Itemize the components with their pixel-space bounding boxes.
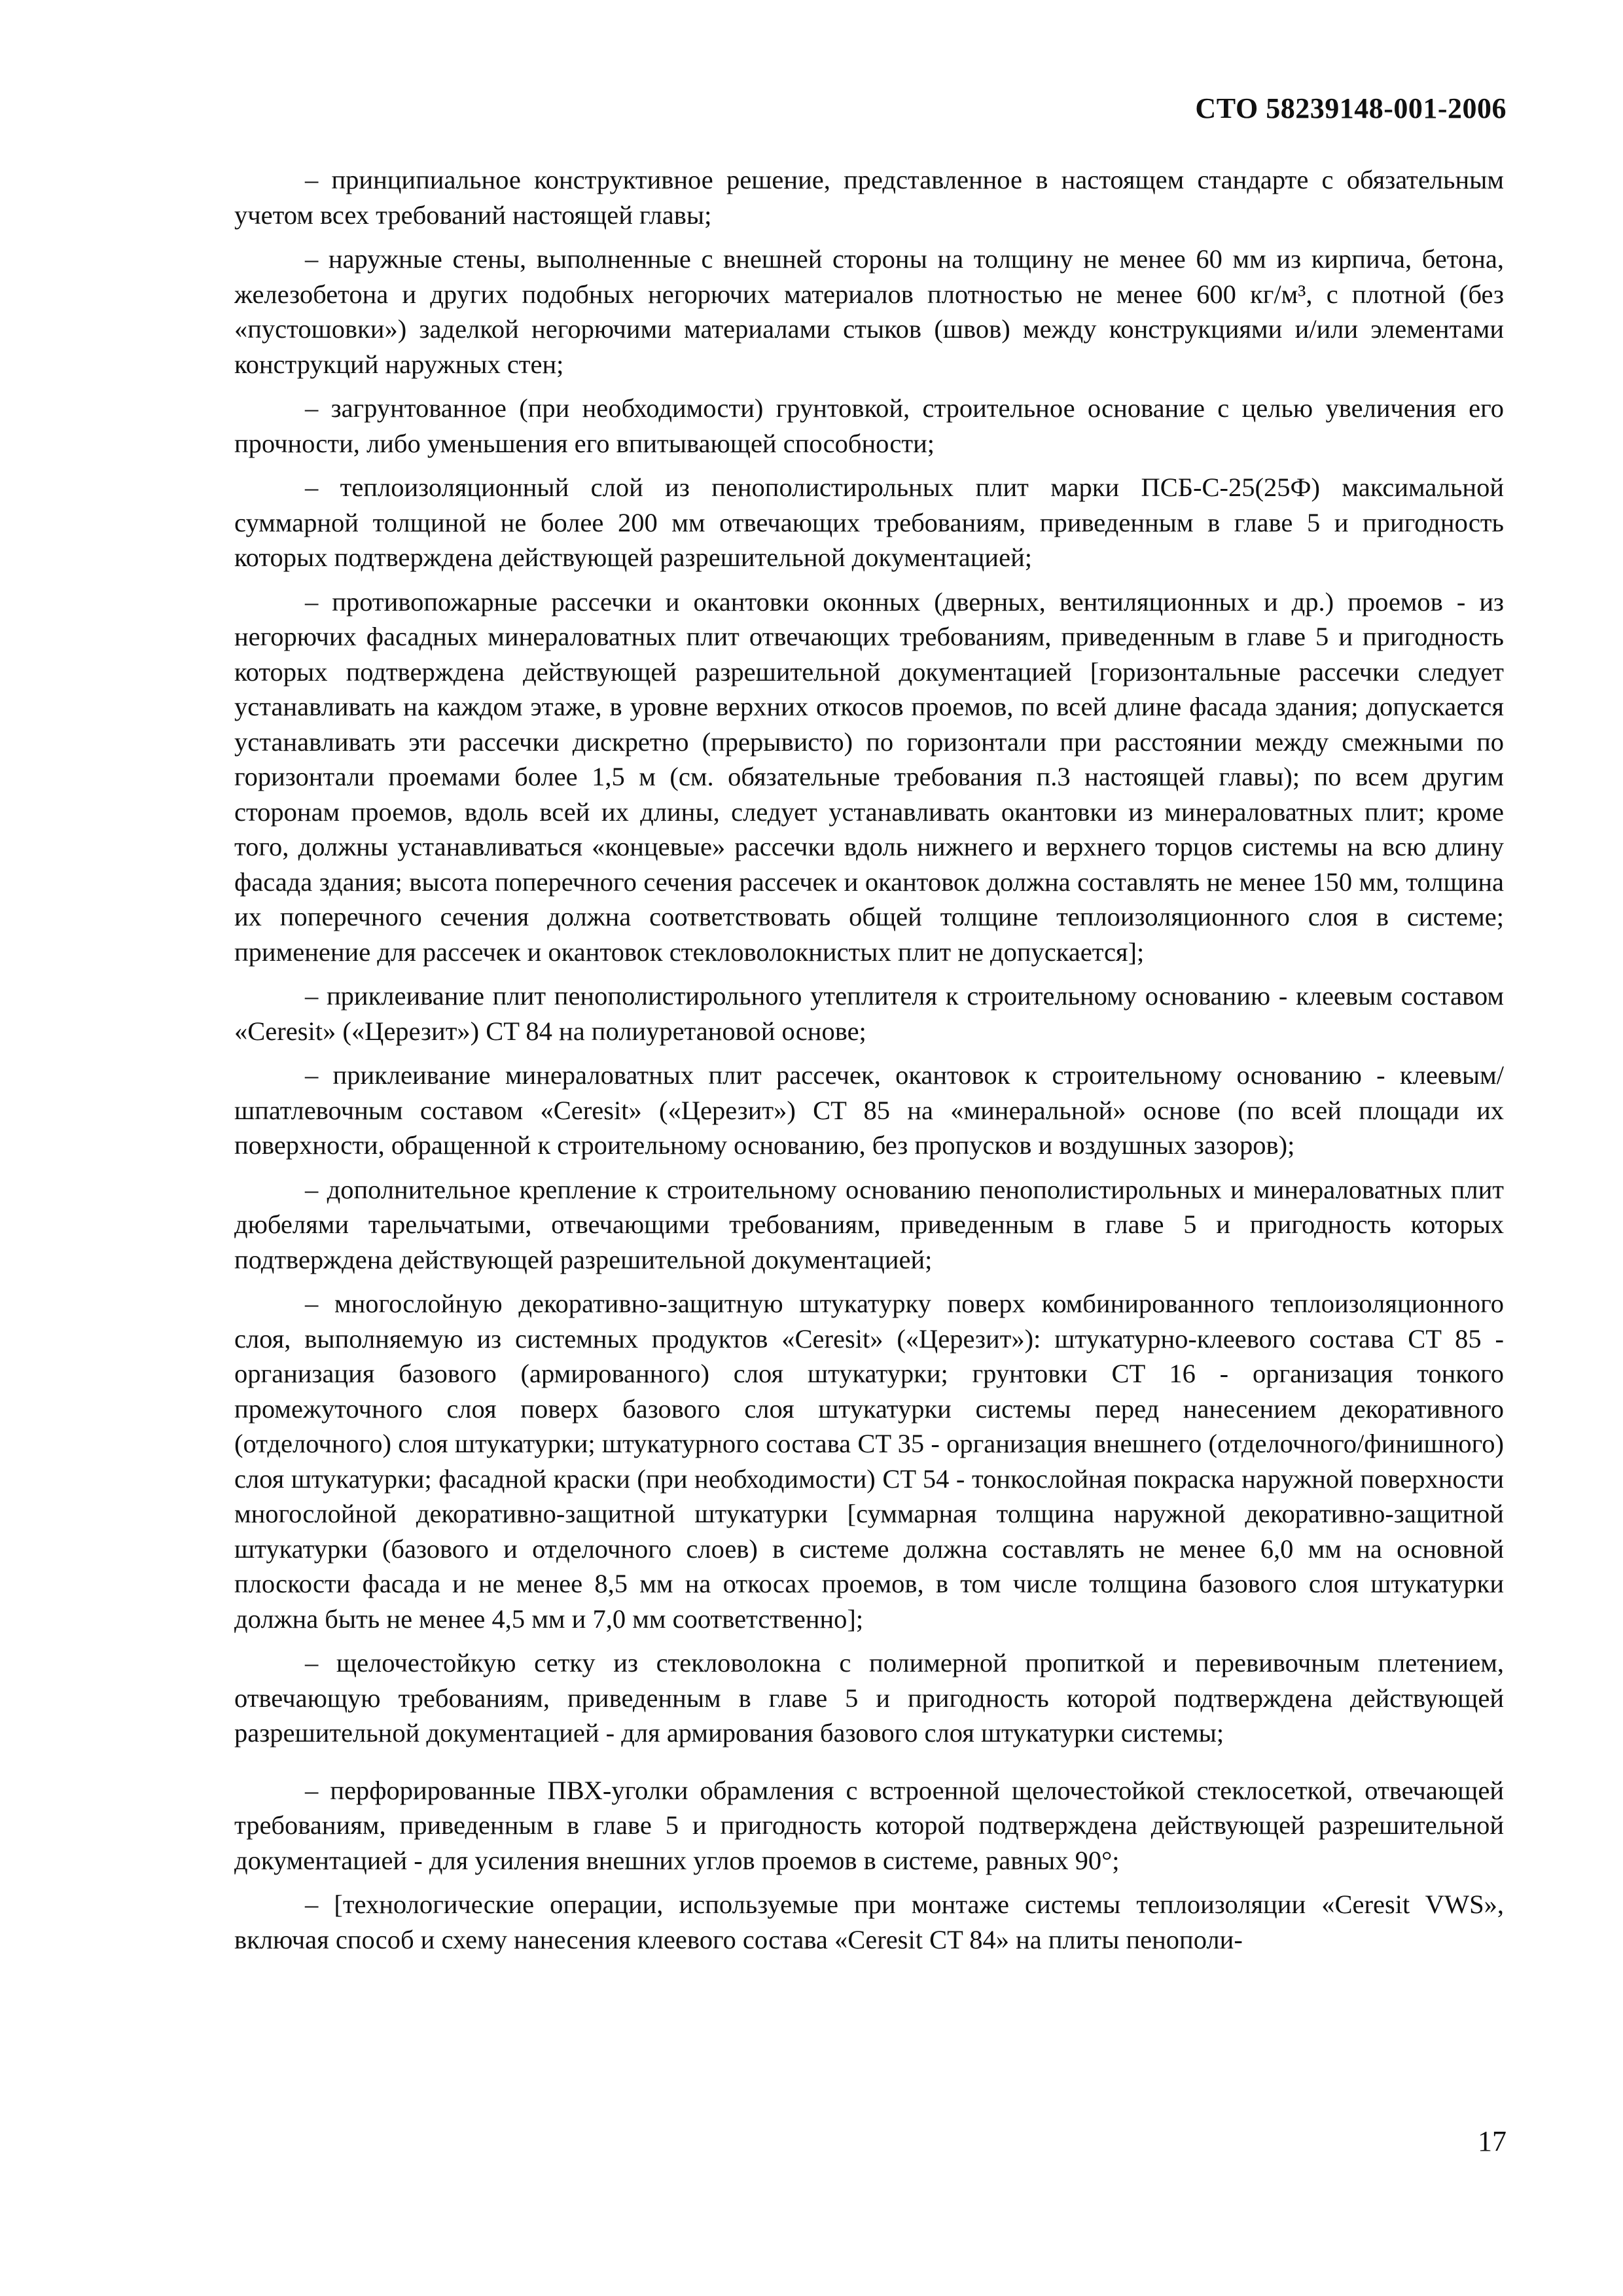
list-item: – щелочестойкую сетку из стекловолокна с полимерной пропиткой и перевивочным плетением, отвечающую требованиям, приведенным в главе 5 и пригодность которой подтверждена действующей разрешительной документацией - для армирования базового слоя штукатурки системы;: [234, 1648, 1504, 1748]
list-item: – дополнительное крепление к строительному основанию пенополистирольных и минераловатных плит дюбелями тарельчатыми, отвечающими требованиям, приведенным в главе 5 и пригодность которых подтверждена действующей разрешительной документацией;: [234, 1174, 1504, 1274]
page-number: 17: [1478, 2125, 1507, 2157]
list-item: – приклеивание минераловатных плит рассечек, окантовок к строительному основанию - клеевым/шпатлевочным составом «Ceresit» («Церезит») CT 85 на «минеральной» основе (по всей площади их поверхности, обращенной к строительному основанию, без пропусков и воздушных зазоров);: [234, 1060, 1504, 1160]
list-item: – теплоизоляционный слой из пенополистирольных плит марки ПСБ-С-25(25Ф) максимальной суммарной толщиной не более 200 мм отвечающих требованиям, приведенным в главе 5 и пригодность которых подтверждена действующей разрешительной документацией;: [234, 473, 1504, 572]
list-item: – перфорированные ПВХ-уголки обрамления с встроенной щелочестойкой стеклосеткой, отвечающей требованиям, приведенным в главе 5 и пригодность которой подтверждена действующей разрешительной документацией - для усиления внешних углов проемов в системе, равных 90°;: [234, 1775, 1504, 1875]
list-item: – наружные стены, выполненные с внешней стороны на толщину не менее 60 мм из кирпича, бетона, железобетона и других подобных негорючих материалов плотностью не менее 600 кг/м³, с плотной (без «пустошовки») заделкой негорючими материалами стыков (швов) между конструкциями и/или элементами конструкций наружных стен;: [234, 244, 1504, 379]
list-item: – [технологические операции, используемые при монтаже системы теплоизоляции «Ceresit VWS», включая способ и схему нанесения клеевого состава «Ceresit CT 84» на плиты пенополи-: [234, 1890, 1504, 1954]
list-item: – приклеивание плит пенополистирольного утеплителя к строительному основанию - клеевым составом «Ceresit» («Церезит») CT 84 на полиуретановой основе;: [234, 981, 1504, 1046]
body-text: [234, 162, 1504, 1966]
list-item: – многослойную декоративно-защитную штукатурку поверх комбинированного теплоизоляционного слоя, выполняемую из системных продуктов «Ceresit» («Церезит»): штукатурно-клеевого состава CT 85 - организация базового (армированного) слоя штукатурки; грунтовки CT 16 - организация тонкого промежуточного слоя поверх базового слоя штукатурки системы перед нанесением декоративного (отделочного) слоя штукатурки; штукатурного состава CT 35 - организация внешнего (отделочного/финишного) слоя штукатурки; фасадной краски (при необходимости) CT 54 - тонкослойная покраска наружной поверхности многослойной декоративно-защитной штукатурки [суммарная толщина наружной декоративно-защитной штукатурки (базового и отделочного слоев) в системе должна составлять не менее 6,0 мм на основной плоскости фасада и не менее 8,5 мм на откосах проемов, в том числе толщина базового слоя штукатурки должна быть не менее 4,5 мм и 7,0 мм соответственно];: [234, 1289, 1504, 1634]
document-code: СТО 58239148-001-2006: [1195, 92, 1507, 124]
list-item: – противопожарные рассечки и окантовки оконных (дверных, вентиляционных и др.) проемов - из негорючих фасадных минераловатных плит отвечающих требованиям, приведенным в главе 5 и пригодность которых подтверждена действующей разрешительной документацией [горизонтальные рассечки следует устанавливать на каждом этаже, в уровне верхних откосов проемов, по всей длине фасада здания; допускается устанавливать эти рассечки дискретно (прерывисто) по горизонтали при расстоянии между смежными по горизонтали проемами более 1,5 м (см. обязательные требования п.3 настоящей главы); по всем другим сторонам проемов, вдоль всей их длины, следует устанавливать окантовки из минераловатных плит; кроме того, должны устанавливаться «концевые» рассечки вдоль нижнего и верхнего торцов системы на всю длину фасада здания; высота поперечного сечения рассечек и окантовок должна составлять не менее 150 мм, толщина их поперечного сечения должна соответствовать общей толщине теплоизоляционного слоя в системе; применение для рассечек и окантовок стекловолокнистых плит не допускается];: [234, 586, 1504, 967]
list-item: – принципиальное конструктивное решение, представленное в настоящем стандарте с обязательным учетом всех требований настоящей главы;: [234, 165, 1504, 230]
list-item: – загрунтованное (при необходимости) грунтовкой, строительное основание с целью увеличения его прочности, либо уменьшения его впитывающей способности;: [234, 393, 1504, 458]
